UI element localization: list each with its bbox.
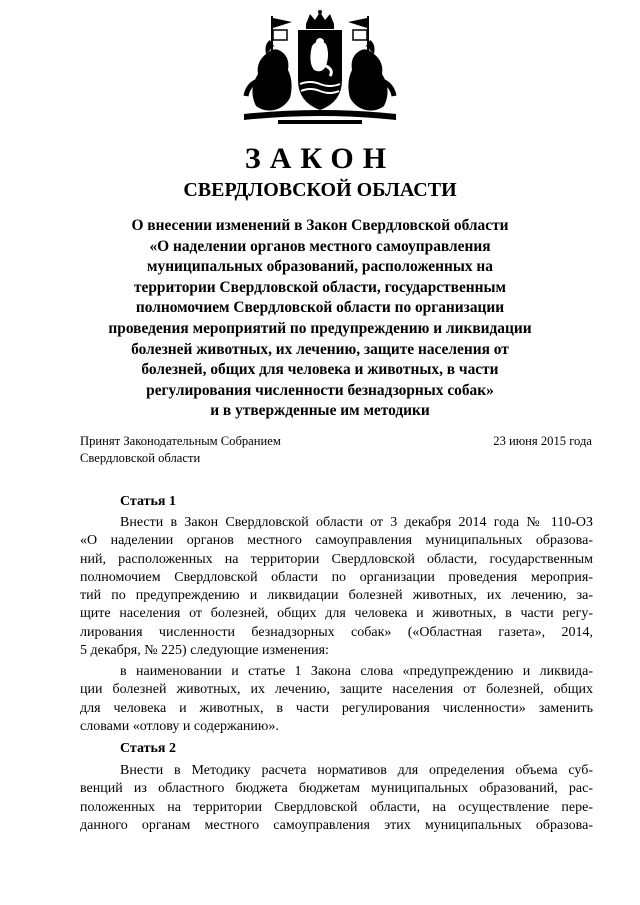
text-line: щите населения от болезней, общих для человека и животных, в части регу- (80, 606, 593, 622)
subject-line: территории Свердловской области, государственным (133, 278, 507, 296)
text-line: данного органам местного самоуправления этих муниципальных образова- (80, 817, 593, 833)
text-line: для человека и животных, в части регулирования численности» заменить (80, 700, 593, 716)
subject-line: муниципальных образований, расположенных на (147, 258, 493, 276)
adoption-date: 23 июня 2015 года (493, 434, 592, 448)
text-line: «О наделении органов местного самоуправления муниципальных образова- (80, 533, 593, 549)
subject-line: и в утвержденные им методики (210, 402, 430, 420)
adoption-note (80, 433, 281, 467)
text-line: венций из областного бюджета бюджетам муниципальных образований, рас- (80, 781, 593, 797)
article-2-heading: Статья 2 (120, 741, 176, 756)
subject-line: О внесении изменений в Закон Свердловской области (131, 217, 509, 234)
sverdlovsk-coat-of-arms-icon (238, 10, 402, 130)
law-subject-title (80, 216, 560, 422)
law-title: ЗАКОН (244, 142, 396, 175)
article-1-paragraph-1 (80, 514, 593, 660)
text-line: положенных на территории Свердловской области, на осуществление пере- (80, 799, 593, 815)
subject-line: регулирования численности безнадзорных собак» (146, 381, 494, 399)
region-title: СВЕРДЛОВСКОЙ ОБЛАСТИ (183, 179, 457, 201)
subject-line: проведения мероприятий по предупреждению и ликвидации (108, 319, 532, 337)
text-line: 5 декабря, № 225) следующие изменения: (80, 643, 329, 659)
subject-line: «О наделении органов местного самоуправления (149, 237, 491, 255)
article-1-heading: Статья 1 (120, 494, 176, 509)
text-line: Внести в Закон Свердловской области от 3 декабря 2014 года № 110-ОЗ (120, 515, 593, 530)
text-line: лирования численности безнадзорных собак» («Областная газета», 2014, (80, 624, 593, 640)
subject-line: болезней, общих для человека и животных, в части (141, 361, 499, 379)
subject-line: болезней животных, их лечению, защите населения от (131, 340, 509, 358)
text-line: ний, расположенных на территории Свердловской области, государственным (80, 551, 593, 567)
subject-line: полномочием Свердловской области по организации (135, 299, 505, 317)
text-line: тий по предупреждению и ликвидации болезней животных, их лечению, за- (80, 588, 593, 604)
adoption-line: Принят Законодательным Собранием (80, 434, 281, 448)
text-line: ции болезней животных, их лечению, защите населения от болезней, общих (80, 682, 593, 698)
article-2-paragraph-1 (80, 762, 593, 835)
text-line: полномочием Свердловской области по организации проведения мероприя- (80, 569, 593, 585)
adoption-line: Свердловской области (80, 451, 201, 465)
article-1-paragraph-2 (80, 663, 593, 736)
text-line: словами «отлову и содержанию». (80, 718, 279, 734)
text-line: в наименовании и статье 1 Закона слова «предупреждению и ликвида- (120, 664, 593, 679)
text-line: Внести в Методику расчета нормативов для определения объема суб- (120, 763, 593, 778)
